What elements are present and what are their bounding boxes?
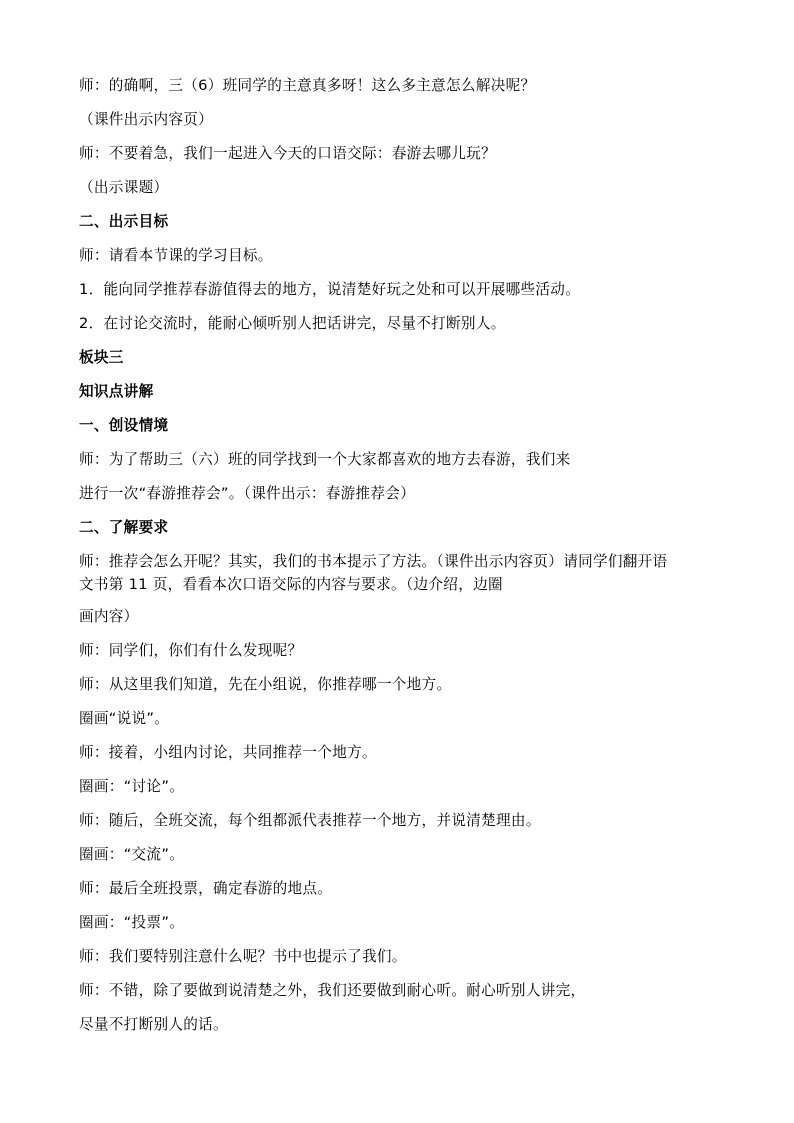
paragraph: 圈画：“投票”。 (79, 914, 185, 931)
section-heading: 知识点讲解 (79, 383, 154, 400)
paragraph: 师：接着，小组内讨论，共同推荐一个地方。 (79, 744, 377, 761)
paragraph: 圈画：“讨论”。 (79, 778, 185, 795)
paragraph: （出示课题） (79, 179, 169, 196)
section-heading: 一、创设情境 (79, 417, 169, 434)
section-heading: 二、了解要求 (79, 519, 169, 536)
paragraph: 师：不错，除了要做到说清楚之外，我们还要做到耐心听。耐心听别人讲完， (79, 982, 586, 999)
paragraph: 圈画：“交流”。 (79, 846, 185, 863)
list-item: 2．在讨论交流时，能耐心倾听别人把话讲完，尽量不打断别人。 (79, 315, 506, 332)
paragraph: 画内容） (79, 608, 139, 625)
paragraph: 师：推荐会怎么开呢？其实，我们的书本提示了方法。（课件出示内容页）请同学们翻开语 (79, 553, 668, 570)
paragraph: 进行一次“春游推荐会”。（课件出示：春游推荐会） (79, 485, 416, 502)
paragraph: 圈画“说说”。 (79, 710, 170, 727)
list-item: 1．能向同学推荐春游值得去的地方，说清楚好玩之处和可以开展哪些活动。 (79, 281, 581, 298)
section-heading: 二、出示目标 (79, 213, 169, 230)
paragraph: 师：不要着急，我们一起进入今天的口语交际：春游去哪儿玩？ (79, 145, 497, 162)
paragraph: 师：最后全班投票，确定春游的地点。 (79, 880, 333, 897)
paragraph: 师：我们要特别注意什么呢？书中也提示了我们。 (79, 948, 407, 965)
paragraph: 尽量不打断别人的话。 (79, 1016, 228, 1033)
paragraph: （课件出示内容页） (79, 111, 214, 128)
section-heading: 板块三 (79, 349, 124, 366)
paragraph: 师：同学们，你们有什么发现呢？ (79, 642, 303, 659)
paragraph: 文书第 11 页，看看本次口语交际的内容与要求。（边介绍，边圈 (79, 576, 503, 593)
paragraph: 师：为了帮助三（六）班的同学找到一个大家都喜欢的地方去春游，我们来 (79, 451, 571, 468)
paragraph: 师：请看本节课的学习目标。 (79, 247, 273, 264)
paragraph: 师：从这里我们知道，先在小组说，你推荐哪一个地方。 (79, 676, 452, 693)
paragraph: 师：的确啊，三（6）班同学的主意真多呀！这么多主意怎么解决呢？ (79, 77, 536, 94)
paragraph: 师：随后，全班交流，每个组都派代表推荐一个地方，并说清楚理由。 (79, 812, 541, 829)
